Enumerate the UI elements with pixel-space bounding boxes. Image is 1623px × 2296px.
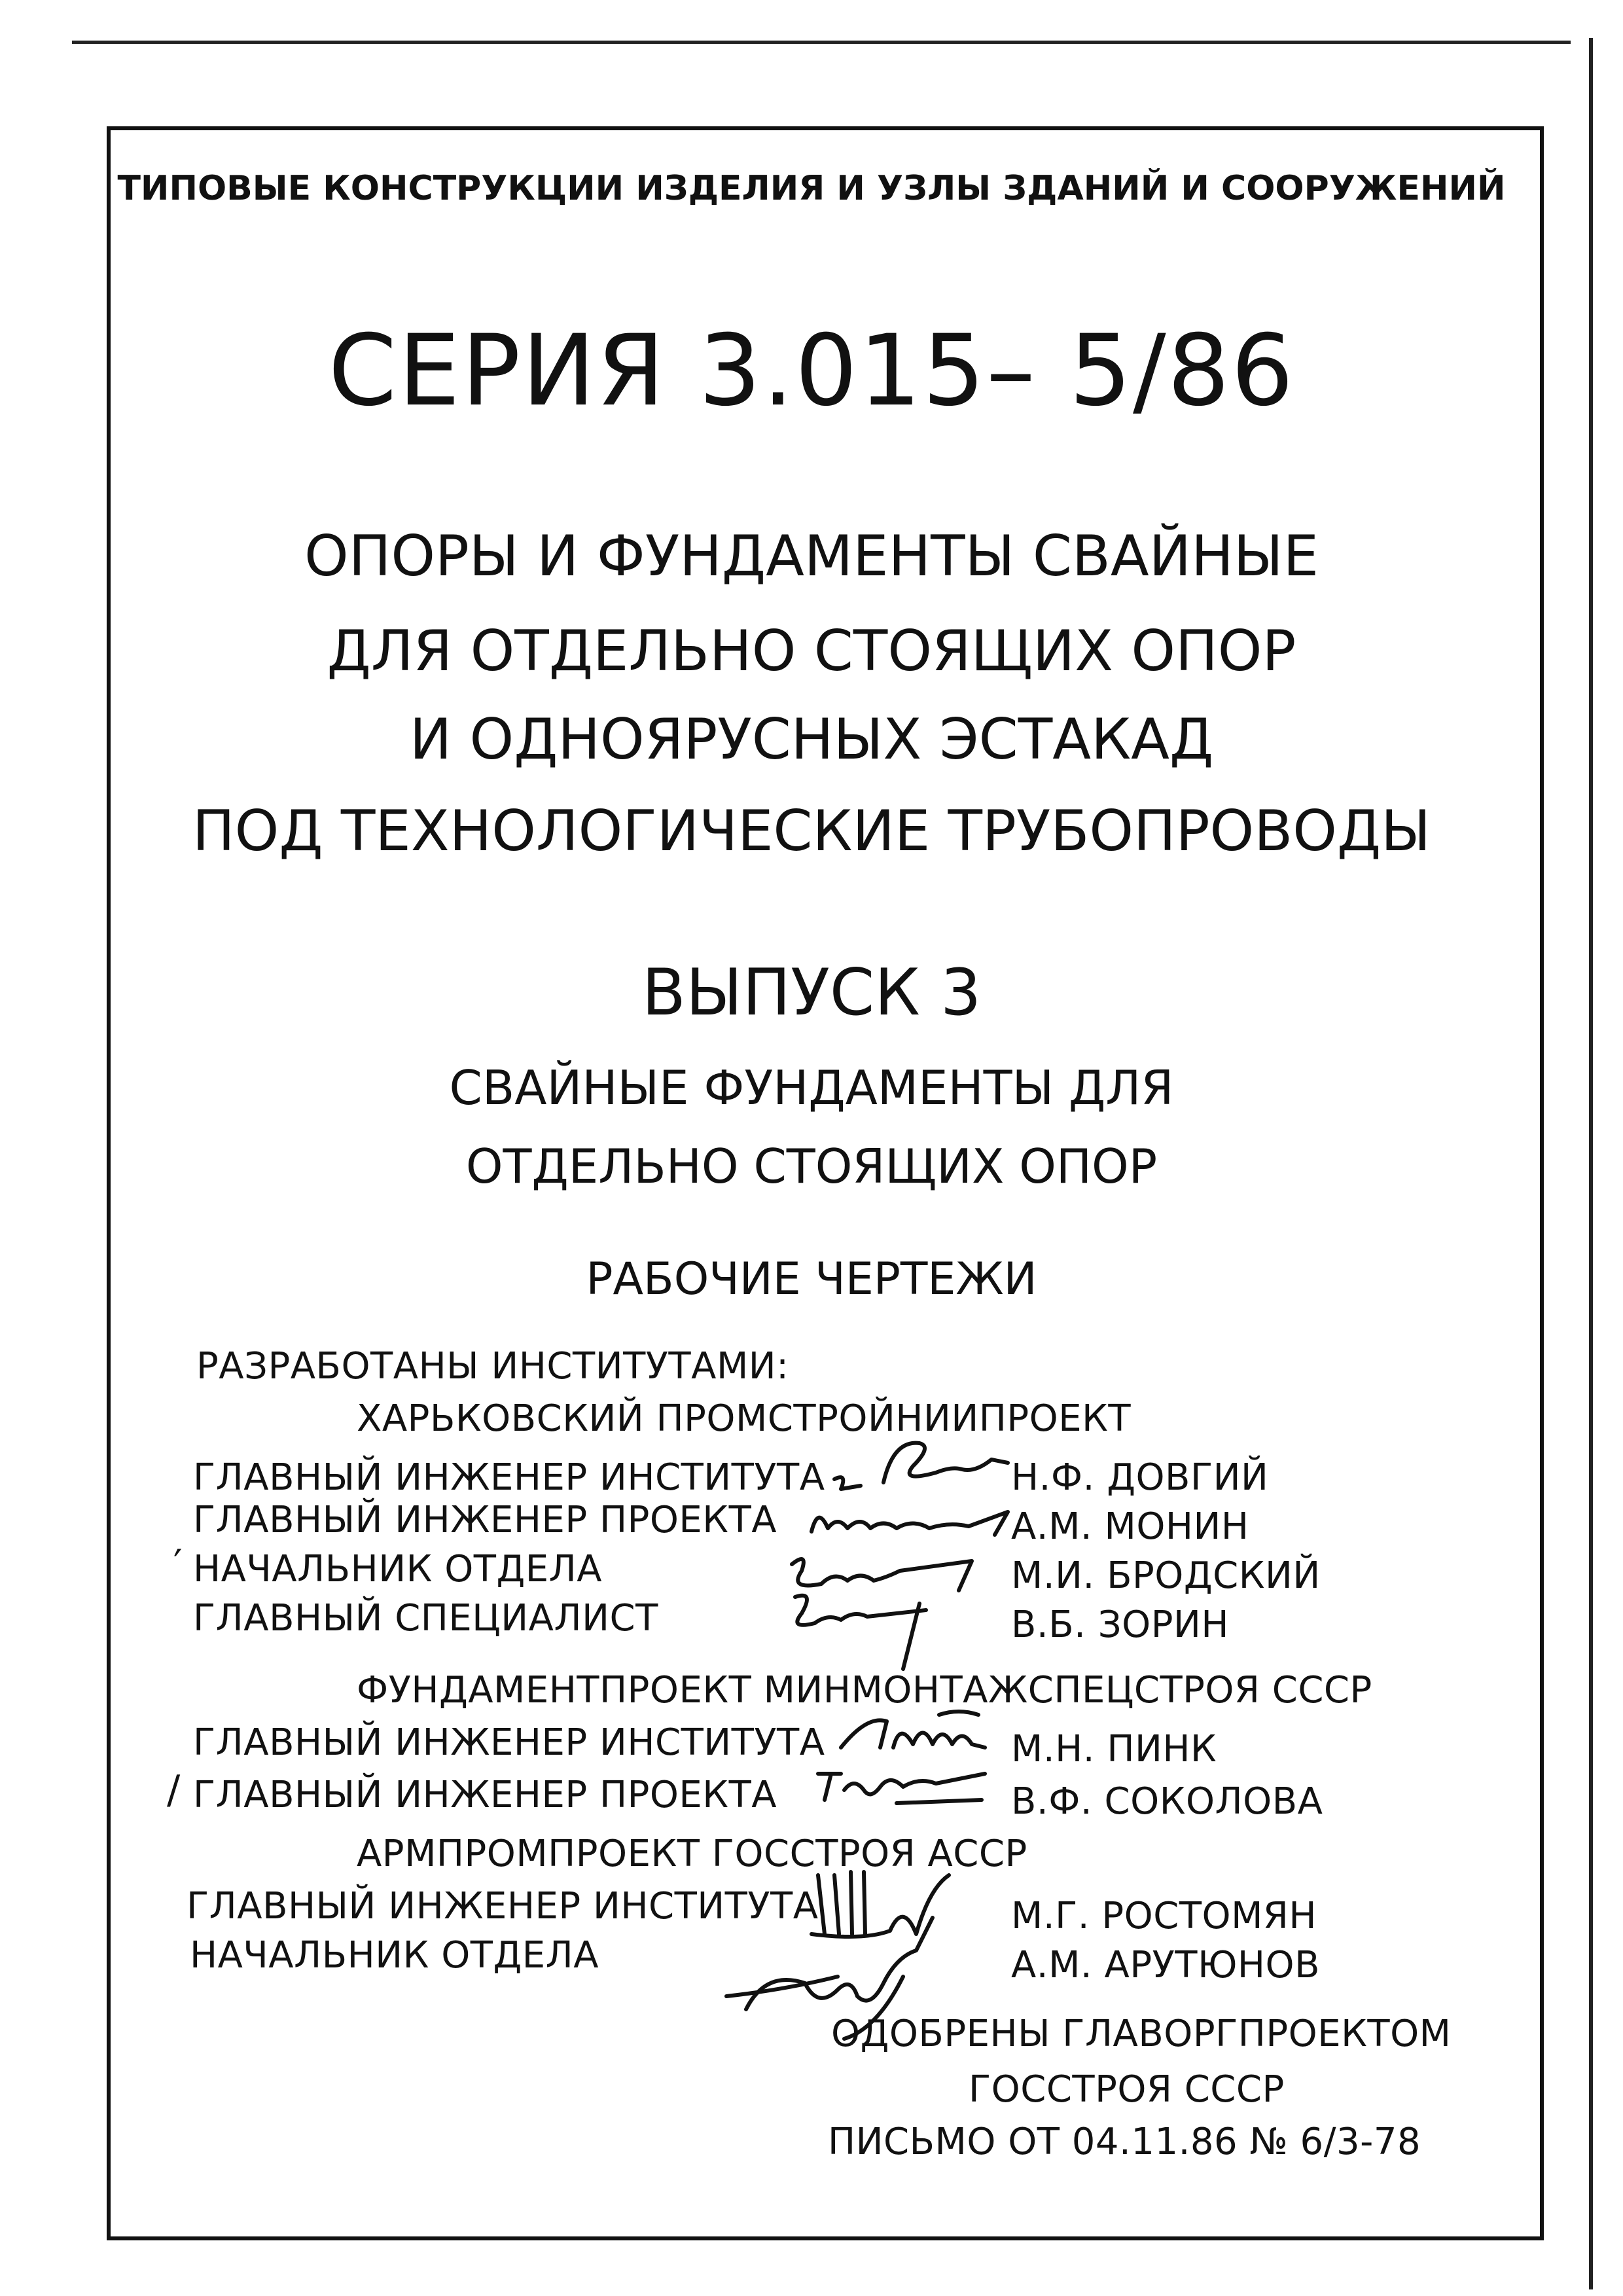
org1-position-3: НАЧАЛЬНИК ОТДЕЛА: [193, 1548, 603, 1590]
margin-tick: ′: [173, 1541, 183, 1587]
org3-name: АРМПРОМПРОЕКТ ГОССТРОЯ АССР: [357, 1833, 1027, 1875]
title-line-3: И ОДНОЯРУСНЫХ ЭСТАКАД: [409, 707, 1214, 772]
title-line-2: ДЛЯ ОТДЕЛЬНО СТОЯЩИХ ОПОР: [327, 619, 1296, 684]
signature-zorin: [776, 1584, 972, 1676]
title-line-4: ПОД ТЕХНОЛОГИЧЕСКИЕ ТРУБОПРОВОДЫ: [192, 798, 1431, 864]
document-type: РАБОЧИЕ ЧЕРТЕЖИ: [586, 1253, 1037, 1305]
issue-title: ВЫПУСК 3: [641, 956, 982, 1030]
org3-position-1: ГЛАВНЫЙ ИНЖЕНЕР ИНСТИТУТА: [187, 1885, 819, 1928]
org3-person-2: А.М. АРУТЮНОВ: [1011, 1944, 1320, 1986]
org2-person-1: М.Н. ПИНК: [1011, 1728, 1217, 1770]
approval-line-2: ГОССТРОЯ СССР: [969, 2068, 1285, 2111]
signature-pink: [828, 1702, 1024, 1761]
title-line-1: ОПОРЫ И ФУНДАМЕНТЫ СВАЙНЫЕ: [304, 524, 1319, 589]
developed-by-label: РАЗРАБОТАНЫ ИНСТИТУТАМИ:: [196, 1345, 789, 1388]
org2-name: ФУНДАМЕНТПРОЕКТ МИНМОНТАЖСПЕЦСТРОЯ СССР: [357, 1669, 1372, 1712]
org2-person-2: В.Ф. СОКОЛОВА: [1011, 1780, 1323, 1823]
top-rule: [72, 41, 1571, 44]
series-header: ТИПОВЫЕ КОНСТРУКЦИИ ИЗДЕЛИЯ И УЗЛЫ ЗДАНИЙ И СООРУЖЕНИЙ: [117, 169, 1506, 208]
org3-position-2: НАЧАЛЬНИК ОТДЕЛА: [190, 1934, 599, 1977]
org1-position-2: ГЛАВНЫЙ ИНЖЕНЕР ПРОЕКТА: [193, 1499, 777, 1541]
org2-position-2: ГЛАВНЫЙ ИНЖЕНЕР ПРОЕКТА: [193, 1774, 777, 1816]
signature-sokolova: [805, 1754, 995, 1813]
org1-person-1: Н.Ф. ДОВГИЙ: [1011, 1456, 1269, 1499]
approval-line-1: ОДОБРЕНЫ ГЛАВОРГПРОЕКТОМ: [831, 2013, 1452, 2055]
org1-person-4: В.Б. ЗОРИН: [1011, 1604, 1229, 1646]
approval-line-3: ПИСЬМО ОТ 04.11.86 № 6/3-78: [828, 2121, 1421, 2163]
series-number: СЕРИЯ 3.015– 5/86: [328, 314, 1295, 428]
org1-name: ХАРЬКОВСКИЙ ПРОМСТРОЙНИИПРОЕКТ: [357, 1397, 1132, 1440]
org1-person-3: М.И. БРОДСКИЙ: [1011, 1554, 1321, 1597]
issue-subtitle-1: СВАЙНЫЕ ФУНДАМЕНТЫ ДЛЯ: [449, 1060, 1174, 1115]
org2-position-1: ГЛАВНЫЙ ИНЖЕНЕР ИНСТИТУТА: [193, 1721, 825, 1764]
org3-person-1: М.Г. РОСТОМЯН: [1011, 1895, 1317, 1937]
signature-dovgiy: [821, 1427, 1018, 1499]
signature-arutyunov: [707, 1911, 949, 2049]
org1-position-1: ГЛАВНЫЙ ИНЖЕНЕР ИНСТИТУТА: [193, 1456, 825, 1499]
signature-monin: [798, 1492, 1014, 1545]
org1-person-2: А.М. МОНИН: [1011, 1505, 1249, 1548]
org1-position-4: ГЛАВНЫЙ СПЕЦИАЛИСТ: [193, 1597, 658, 1640]
issue-subtitle-2: ОТДЕЛЬНО СТОЯЩИХ ОПОР: [465, 1139, 1158, 1194]
margin-tick: /: [167, 1767, 181, 1813]
